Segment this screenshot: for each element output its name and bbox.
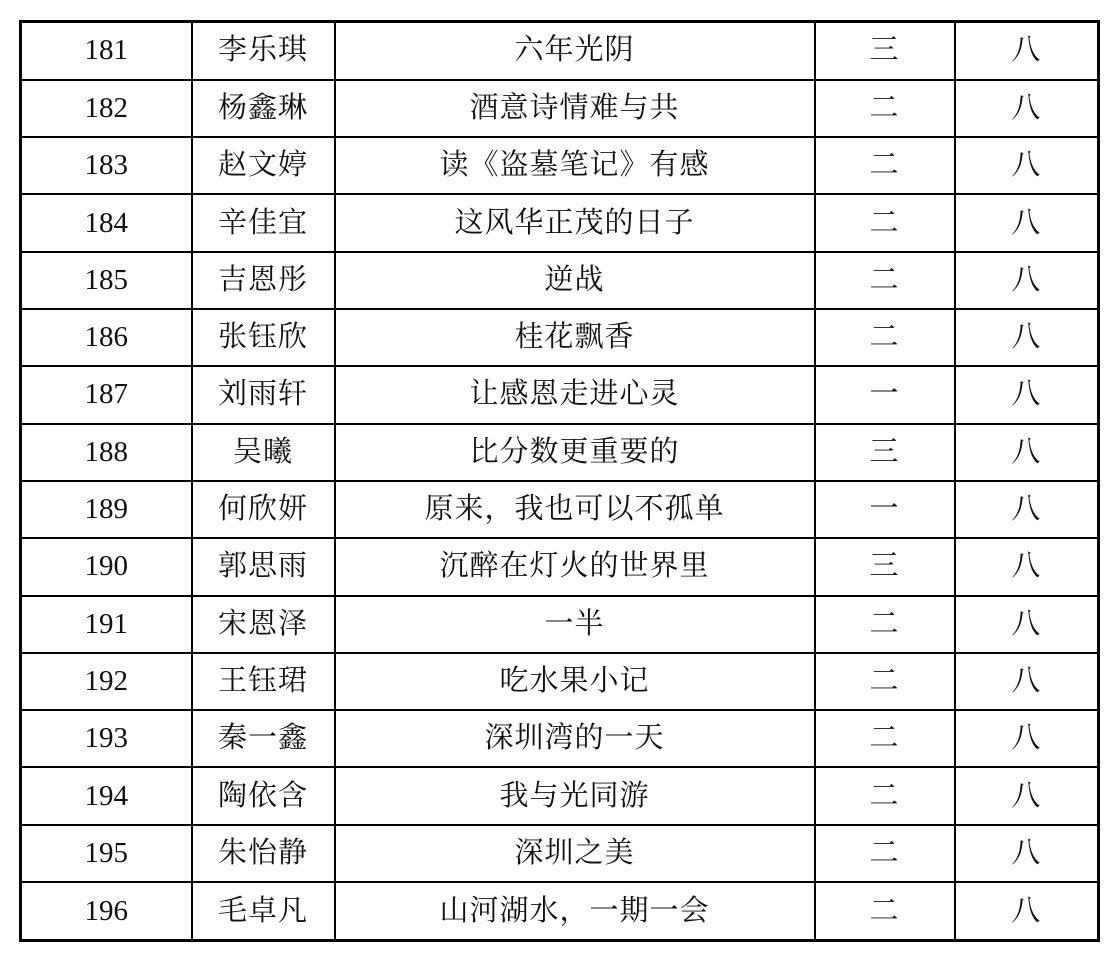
cell-essay-title: 六年光阴 <box>335 22 815 80</box>
cell-student-name: 何欣妍 <box>192 481 335 538</box>
cell-essay-title: 沉醉在灯火的世界里 <box>335 538 815 595</box>
cell-award-level: 一 <box>815 481 955 538</box>
cell-essay-title: 酒意诗情难与共 <box>335 80 815 137</box>
table-row <box>21 825 1099 882</box>
cell-essay-title: 原来，我也可以不孤单 <box>335 481 815 538</box>
cell-essay-title: 深圳湾的一天 <box>335 710 815 767</box>
cell-student-name: 陶依含 <box>192 767 335 824</box>
cell-grade: 八 <box>955 80 1099 137</box>
cell-student-name: 郭思雨 <box>192 538 335 595</box>
cell-entry-number: 196 <box>21 882 192 940</box>
cell-grade: 八 <box>955 767 1099 824</box>
cell-award-level: 二 <box>815 80 955 137</box>
cell-student-name: 毛卓凡 <box>192 882 335 940</box>
cell-entry-number: 192 <box>21 653 192 710</box>
table-row <box>21 538 1099 595</box>
table-row <box>21 481 1099 538</box>
table-row <box>21 194 1099 251</box>
cell-award-level: 二 <box>815 252 955 309</box>
cell-student-name: 朱怡静 <box>192 825 335 882</box>
cell-grade: 八 <box>955 194 1099 251</box>
cell-student-name: 辛佳宜 <box>192 194 335 251</box>
cell-student-name: 秦一鑫 <box>192 710 335 767</box>
cell-student-name: 张钰欣 <box>192 309 335 366</box>
cell-grade: 八 <box>955 137 1099 194</box>
cell-essay-title: 我与光同游 <box>335 767 815 824</box>
cell-student-name: 宋恩泽 <box>192 596 335 653</box>
table-body <box>21 22 1099 941</box>
cell-essay-title: 这风华正茂的日子 <box>335 194 815 251</box>
cell-student-name: 刘雨轩 <box>192 366 335 423</box>
cell-entry-number: 182 <box>21 80 192 137</box>
cell-award-level: 二 <box>815 653 955 710</box>
cell-student-name: 吉恩彤 <box>192 252 335 309</box>
cell-grade: 八 <box>955 825 1099 882</box>
cell-entry-number: 187 <box>21 366 192 423</box>
cell-grade: 八 <box>955 710 1099 767</box>
cell-award-level: 二 <box>815 825 955 882</box>
cell-grade: 八 <box>955 538 1099 595</box>
table-row <box>21 653 1099 710</box>
table-row <box>21 882 1099 940</box>
cell-award-level: 三 <box>815 22 955 80</box>
cell-award-level: 三 <box>815 538 955 595</box>
cell-award-level: 二 <box>815 767 955 824</box>
cell-entry-number: 181 <box>21 22 192 80</box>
cell-award-level: 二 <box>815 309 955 366</box>
cell-award-level: 二 <box>815 194 955 251</box>
table-row <box>21 137 1099 194</box>
table-row <box>21 366 1099 423</box>
cell-grade: 八 <box>955 424 1099 481</box>
cell-award-level: 二 <box>815 137 955 194</box>
cell-entry-number: 183 <box>21 137 192 194</box>
cell-grade: 八 <box>955 22 1099 80</box>
cell-award-level: 二 <box>815 710 955 767</box>
table-row <box>21 424 1099 481</box>
cell-grade: 八 <box>955 366 1099 423</box>
cell-essay-title: 吃水果小记 <box>335 653 815 710</box>
cell-entry-number: 184 <box>21 194 192 251</box>
cell-essay-title: 山河湖水，一期一会 <box>335 882 815 940</box>
cell-essay-title: 比分数更重要的 <box>335 424 815 481</box>
cell-entry-number: 195 <box>21 825 192 882</box>
cell-entry-number: 186 <box>21 309 192 366</box>
cell-award-level: 一 <box>815 366 955 423</box>
cell-grade: 八 <box>955 252 1099 309</box>
cell-student-name: 吴曦 <box>192 424 335 481</box>
cell-grade: 八 <box>955 653 1099 710</box>
table-row <box>21 767 1099 824</box>
cell-student-name: 王钰珺 <box>192 653 335 710</box>
cell-essay-title: 深圳之美 <box>335 825 815 882</box>
cell-essay-title: 一半 <box>335 596 815 653</box>
cell-entry-number: 188 <box>21 424 192 481</box>
cell-entry-number: 189 <box>21 481 192 538</box>
cell-student-name: 杨鑫琳 <box>192 80 335 137</box>
cell-grade: 八 <box>955 481 1099 538</box>
cell-entry-number: 191 <box>21 596 192 653</box>
cell-essay-title: 让感恩走进心灵 <box>335 366 815 423</box>
cell-essay-title: 桂花飘香 <box>335 309 815 366</box>
cell-essay-title: 逆战 <box>335 252 815 309</box>
cell-entry-number: 190 <box>21 538 192 595</box>
table-row <box>21 710 1099 767</box>
awards-table <box>19 20 1100 942</box>
table-row <box>21 252 1099 309</box>
cell-student-name: 李乐琪 <box>192 22 335 80</box>
table-row <box>21 22 1099 80</box>
cell-grade: 八 <box>955 596 1099 653</box>
table-row <box>21 309 1099 366</box>
cell-grade: 八 <box>955 882 1099 940</box>
cell-award-level: 二 <box>815 596 955 653</box>
cell-award-level: 三 <box>815 424 955 481</box>
cell-entry-number: 185 <box>21 252 192 309</box>
table-row <box>21 80 1099 137</box>
cell-essay-title: 读《盗墓笔记》有感 <box>335 137 815 194</box>
cell-award-level: 二 <box>815 882 955 940</box>
table-row <box>21 596 1099 653</box>
cell-grade: 八 <box>955 309 1099 366</box>
cell-student-name: 赵文婷 <box>192 137 335 194</box>
cell-entry-number: 193 <box>21 710 192 767</box>
cell-entry-number: 194 <box>21 767 192 824</box>
